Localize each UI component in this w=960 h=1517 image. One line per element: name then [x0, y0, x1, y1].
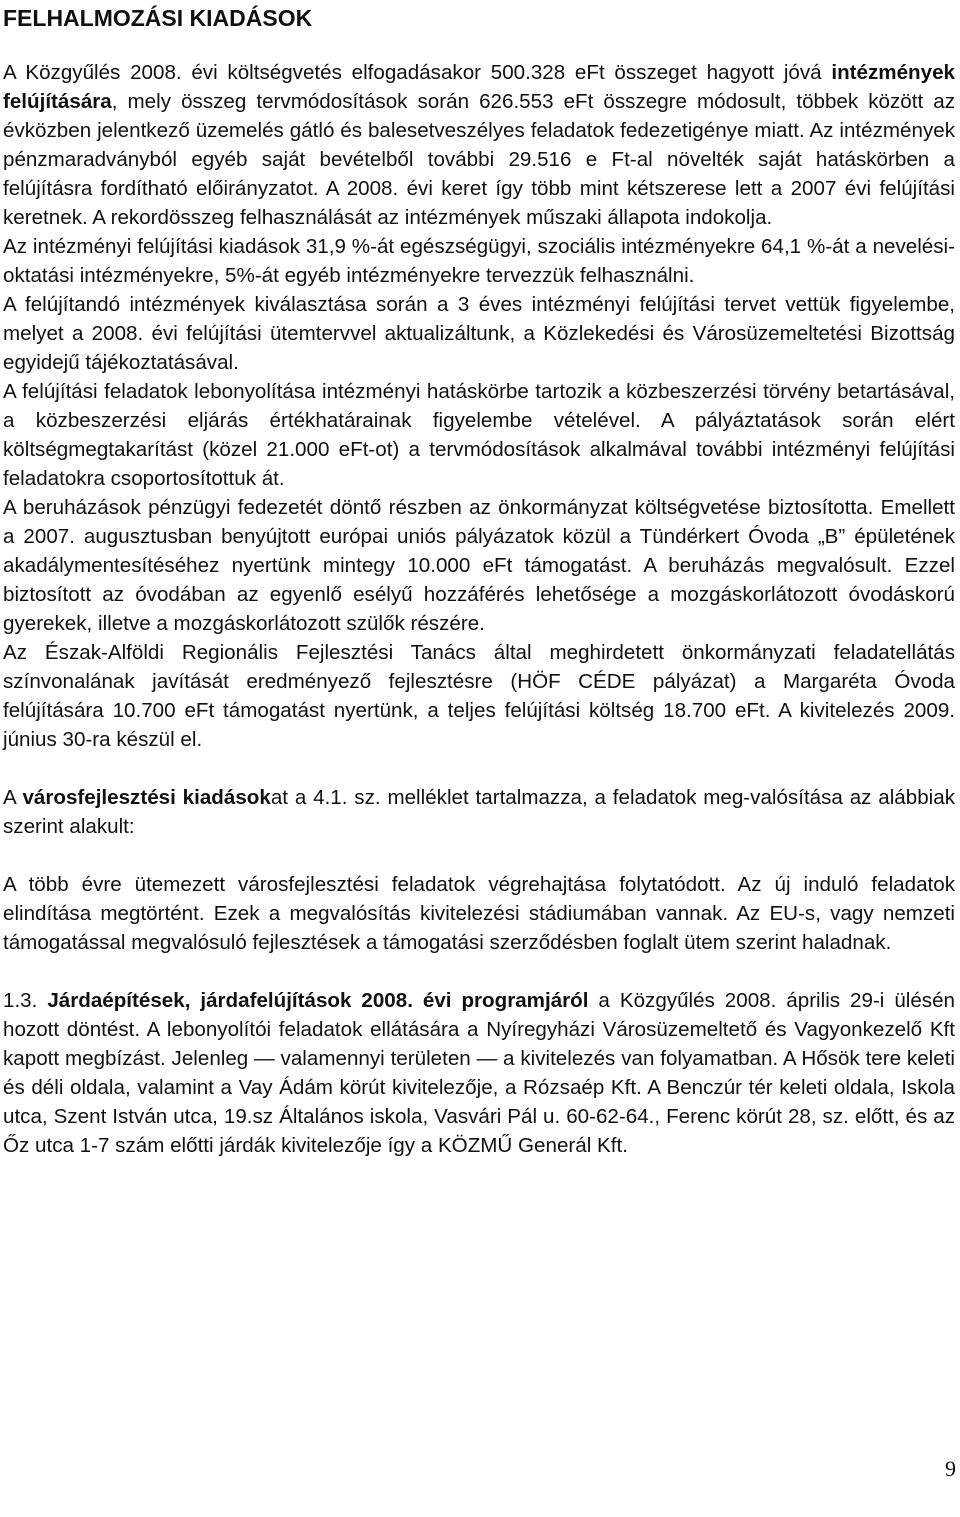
paragraph-multi-year-tasks: A több évre ütemezett városfejlesztési feladatok végrehajtása folytatódott. Az új induló feladatok elindítása megtörtént. Ezek a megvalósítás kivitelezési stádiumában vannak. Az EU-s, vagy nemzeti támogatással megvalósuló fejlesztések a támogatási szerződésben foglalt ütem szerint haladnak. — [3, 873, 955, 954]
paragraph-renovation-budget: A Közgyűlés 2008. évi költségvetés elfogadásakor 500.328 eFt összeget hagyott jóvá intézmények felújítására, mely összeg tervmódosítások során 626.553 eFt összegre módosult, többek között az évközben jelentkező üzemelés gátló és balesetveszélyes feladatok fedezetigénye miatt. Az intézmények pénzmaradványból egyéb saját bevételből további 29.516 e Ft-al növelték saját hatáskörben a felújításra fordítható előirányzatot. A 2008. évi keret így több mint kétszerese lett a 2007 évi felújítási keretnek. A rekordösszeg felhasználását az intézmények műszaki állapota indokolja. — [3, 61, 955, 229]
paragraph-sidewalks: 1.3. Járdaépítések, járdafelújítások 2008. évi programjáról a Közgyűlés 2008. április 29-i ülésén hozott döntést. A lebonyolítói feladatok ellátására a Nyíregyházi Városüzemeltető és Vagyonkezelő Kft kapott megbízást. Jelenleg — valamennyi területen — a kivitelezés van folyamatban. A Hősök tere keleti és déli oldala, valamint a Vay Ádám körút kivitelezője, a Rózsaép Kft. A Benczúr tér keleti oldala, Iskola utca, Szent István utca, 19.sz Általános iskola, Vasvári Pál u. 60-62-64., Ferenc körút 28, sz. előtt, és az Őz utca 1-7 szám előtti járdák kivitelezője így a KÖZMŰ Generál Kft. — [3, 989, 956, 1157]
bold-phrase: városfejlesztési kiadások — [22, 786, 271, 809]
section-heading: FELHALMOZÁSI KIADÁSOK — [3, 5, 313, 31]
page-number: 9 — [945, 1456, 956, 1481]
document-page — [3, 0, 955, 1160]
paragraph-financing: A beruházások pénzügyi fedezetét döntő részben az önkormányzat költségvetése biztosította. Emellett a 2007. augusztusban benyújtott európai uniós pályázatok közül a Tündérkert Óvoda „B” épületének akadálymentesítéséhez nyertünk mintegy 10.000 eFt támogatást. A beruházás megvalósult. Ezzel biztosított az óvodában az egyenlő esélyű hozzáférés lehetősége a mozgáskorlátozott óvodáskorú gyerekek, illetve a mozgáskorlátozott szülők részére. — [3, 496, 955, 635]
bold-phrase: intézmények felújítására — [3, 61, 955, 113]
paragraph-urban-development: A városfejlesztési kiadásokat a 4.1. sz. melléklet tartalmazza, a feladatok meg-valósítása az alábbiak szerint alakult: — [3, 786, 955, 838]
paragraph-distribution: Az intézményi felújítási kiadások 31,9 %-át egészségügyi, szociális intézményekre 64,1 %-át a nevelési-oktatási intézményekre, 5%-át egyéb intézményekre tervezzük felhasználni. — [3, 235, 955, 287]
paragraph-regional-grant: Az Észak-Alföldi Regionális Fejlesztési Tanács által meghirdetett önkormányzati feladatellátás színvonalának javítását eredményező fejlesztésre (HÖF CÉDE pályázat) a Margaréta Óvoda felújítására 10.700 eFt támogatást nyertünk, a teljes felújítási költség 18.700 eFt. A kivitelezés 2009. június 30-ra készül el. — [3, 641, 955, 751]
paragraph-procurement: A felújítási feladatok lebonyolítása intézményi hatáskörbe tartozik a közbeszerzési törvény betartásával, a közbeszerzési eljárás értékhatárainak figyelembe vételével. A pályáztatások során elért költségmegtakarítást (közel 21.000 eFt-ot) a tervmódosítások alkalmával további intézményi felújítási feladatokra csoportosítottuk át. — [3, 380, 955, 490]
paragraph-selection: A felújítandó intézmények kiválasztása során a 3 éves intézményi felújítási tervet vettük figyelembe, melyet a 2008. évi felújítási ütemtervvel aktualizáltunk, a Közlekedési és Városüzemeltetési Bizottság egyidejű tájékoztatásával. — [3, 293, 955, 374]
bold-phrase: Járdaépítések, járdafelújítások 2008. évi programjáról — [47, 989, 589, 1012]
